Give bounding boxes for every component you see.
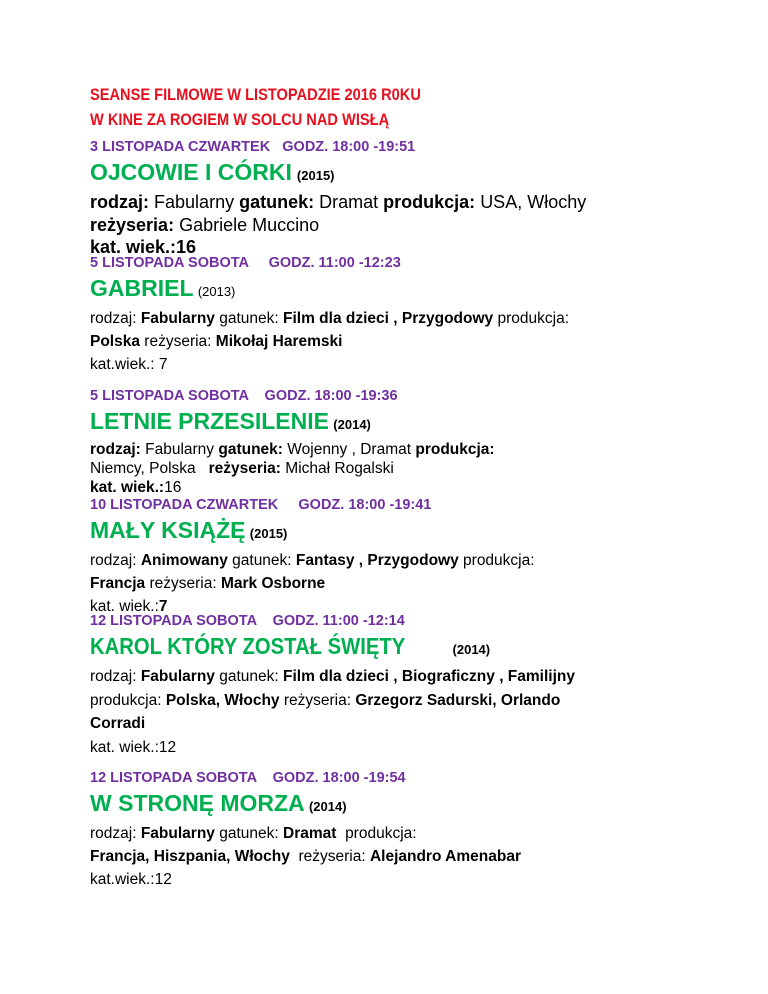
wiek-label: kat. wiek.: [90,479,165,496]
movie-details-line [90,191,586,214]
gatunek-label: gatunek: [219,825,279,842]
movie-age-line [90,353,569,376]
rodzaj-label: rodzaj: [90,825,137,842]
rodzaj-value: Fabularny [140,310,215,327]
movie-title-row [90,515,535,549]
gatunek-label: gatunek: [218,441,283,458]
movie-entry-5 [90,611,575,759]
rezyseria-value-continued: Corradi [90,715,146,732]
movie-year: (2014) [308,799,347,814]
gatunek-label: gatunek: [219,668,279,685]
rezyseria-label: reżyseria: [90,214,175,235]
movie-entry-2 [90,253,569,376]
movie-director-line [90,214,586,237]
movie-title: KAROL KTÓRY ZOSTAŁ ŚWIĘTY [90,633,406,659]
rezyseria-label: reżyseria: [149,575,217,592]
movie-director-line [90,572,535,595]
movie-date: 5 LISTOPADA SOBOTA GODZ. 11:00 -12:23 [90,255,401,271]
rodzaj-value: Fabularny [140,825,215,842]
movie-director-continued-line [90,712,575,736]
wiek-label: kat. wiek.: [90,738,159,756]
movie-title: MAŁY KSIĄŻĘ [90,517,246,543]
movie-production-line [90,689,575,713]
movie-details-line [90,822,521,845]
movie-age-line [90,736,575,760]
produkcja-label: produkcja: [383,192,476,212]
movie-date: 12 LISTOPADA SOBOTA GODZ. 11:00 -12:14 [90,613,405,629]
movie-director-line [90,330,569,353]
movie-title-row [90,631,575,665]
produkcja-label: produkcja: [463,552,535,569]
gatunek-value: Film dla dzieci , Przygodowy [283,310,494,327]
rezyseria-label: reżyseria: [283,691,352,709]
wiek-label: kat. wiek.: [90,237,177,257]
movie-date: 10 LISTOPADA CZWARTEK GODZ. 18:00 -19:41 [90,497,432,513]
movie-entry-1 [90,137,586,259]
movie-title-row [90,157,586,191]
movie-title-row [90,273,569,307]
movie-date: 5 LISTOPADA SOBOTA GODZ. 18:00 -19:36 [90,388,398,404]
gatunek-label: gatunek: [219,310,279,327]
movie-year: (2014) [333,417,371,432]
movie-title: LETNIE PRZESILENIE [90,408,329,434]
rezyseria-value: Mikołaj Haremski [215,333,343,350]
movie-entry-6 [90,768,521,891]
movie-year: (2013) [197,284,236,299]
rodzaj-value: Fabularny [140,668,215,685]
header-line-1: SEANSE FILMOWE W LISTOPADZIE 2016 R0KU [90,85,421,104]
movie-year: (2015) [249,526,288,541]
wiek-label: kat.wiek.: [90,356,155,373]
produkcja-label: produkcja: [90,691,162,709]
movie-date: 12 LISTOPADA SOBOTA GODZ. 18:00 -19:54 [90,770,406,786]
wiek-value: 16 [164,479,182,496]
wiek-value: 12 [154,871,172,888]
wiek-value: 12 [158,738,177,756]
gatunek-label: gatunek: [239,192,315,212]
rezyseria-label: reżyseria: [144,333,212,350]
wiek-value: 16 [176,237,197,257]
produkcja-label: produkcja: [345,825,417,842]
gatunek-value: Wojenny , Dramat [287,441,412,458]
movie-year: (2014) [452,642,491,657]
movie-title-row [90,788,521,822]
produkcja-label: produkcja: [497,310,569,327]
movie-year: (2015) [296,168,335,183]
gatunek-value: Fantasy , Przygodowy [295,552,459,569]
wiek-value: 7 [158,356,168,373]
rezyseria-value: Mark Osborne [220,575,326,592]
movie-details-line [90,549,535,572]
produkcja-value: Niemcy, Polska [90,460,196,477]
movie-date: 3 LISTOPADA CZWARTEK GODZ. 18:00 -19:51 [90,139,416,155]
produkcja-value: Francja, Hiszpania, Włochy [90,848,290,865]
rezyseria-value: Grzegorz Sadurski, Orlando [355,691,561,709]
gatunek-value: Dramat [283,825,337,842]
movie-entry-3 [90,386,495,497]
rodzaj-value: Animowany [140,552,228,569]
movie-title-row [90,406,495,440]
produkcja-value: Polska [90,333,140,350]
produkcja-value: USA, Włochy [480,192,587,212]
wiek-label: kat.wiek.: [90,871,155,888]
movie-details-line [90,307,569,330]
document-header [90,82,421,132]
rodzaj-label: rodzaj: [90,441,141,458]
gatunek-value: Dramat [319,192,379,212]
rezyseria-value: Michał Rogalski [285,460,394,477]
movie-title: OJCOWIE I CÓRKI [90,159,292,185]
gatunek-label: gatunek: [232,552,292,569]
gatunek-value: Film dla dzieci , Biograficzny , Familijny [283,668,575,685]
rodzaj-value: Fabularny [145,441,215,458]
rezyseria-value: Alejandro Amenabar [369,848,521,865]
header-line-2: W KINE ZA ROGIEM W SOLCU NAD WISŁĄ [90,110,390,129]
movie-age-line [90,868,521,891]
movie-details-line [90,665,575,689]
movie-director-line [90,459,495,478]
wiek-label: kat. wiek.: [90,598,159,615]
wiek-value: 7 [158,598,168,615]
rodzaj-label: rodzaj: [90,192,150,212]
movie-details-line [90,440,495,459]
movie-director-line [90,845,521,868]
produkcja-label: produkcja: [415,441,495,458]
rezyseria-label: reżyseria: [298,848,366,865]
produkcja-value: Polska, Włochy [165,691,280,709]
rezyseria-value: Gabriele Muccino [179,214,320,235]
produkcja-value: Francja [90,575,146,592]
rodzaj-value: Fabularny [154,192,235,212]
rezyseria-label: reżyseria: [208,460,281,477]
rodzaj-label: rodzaj: [90,668,137,685]
movie-title: W STRONĘ MORZA [90,790,305,816]
rodzaj-label: rodzaj: [90,552,137,569]
rodzaj-label: rodzaj: [90,310,137,327]
movie-entry-4 [90,495,535,618]
movie-title: GABRIEL [90,275,194,301]
